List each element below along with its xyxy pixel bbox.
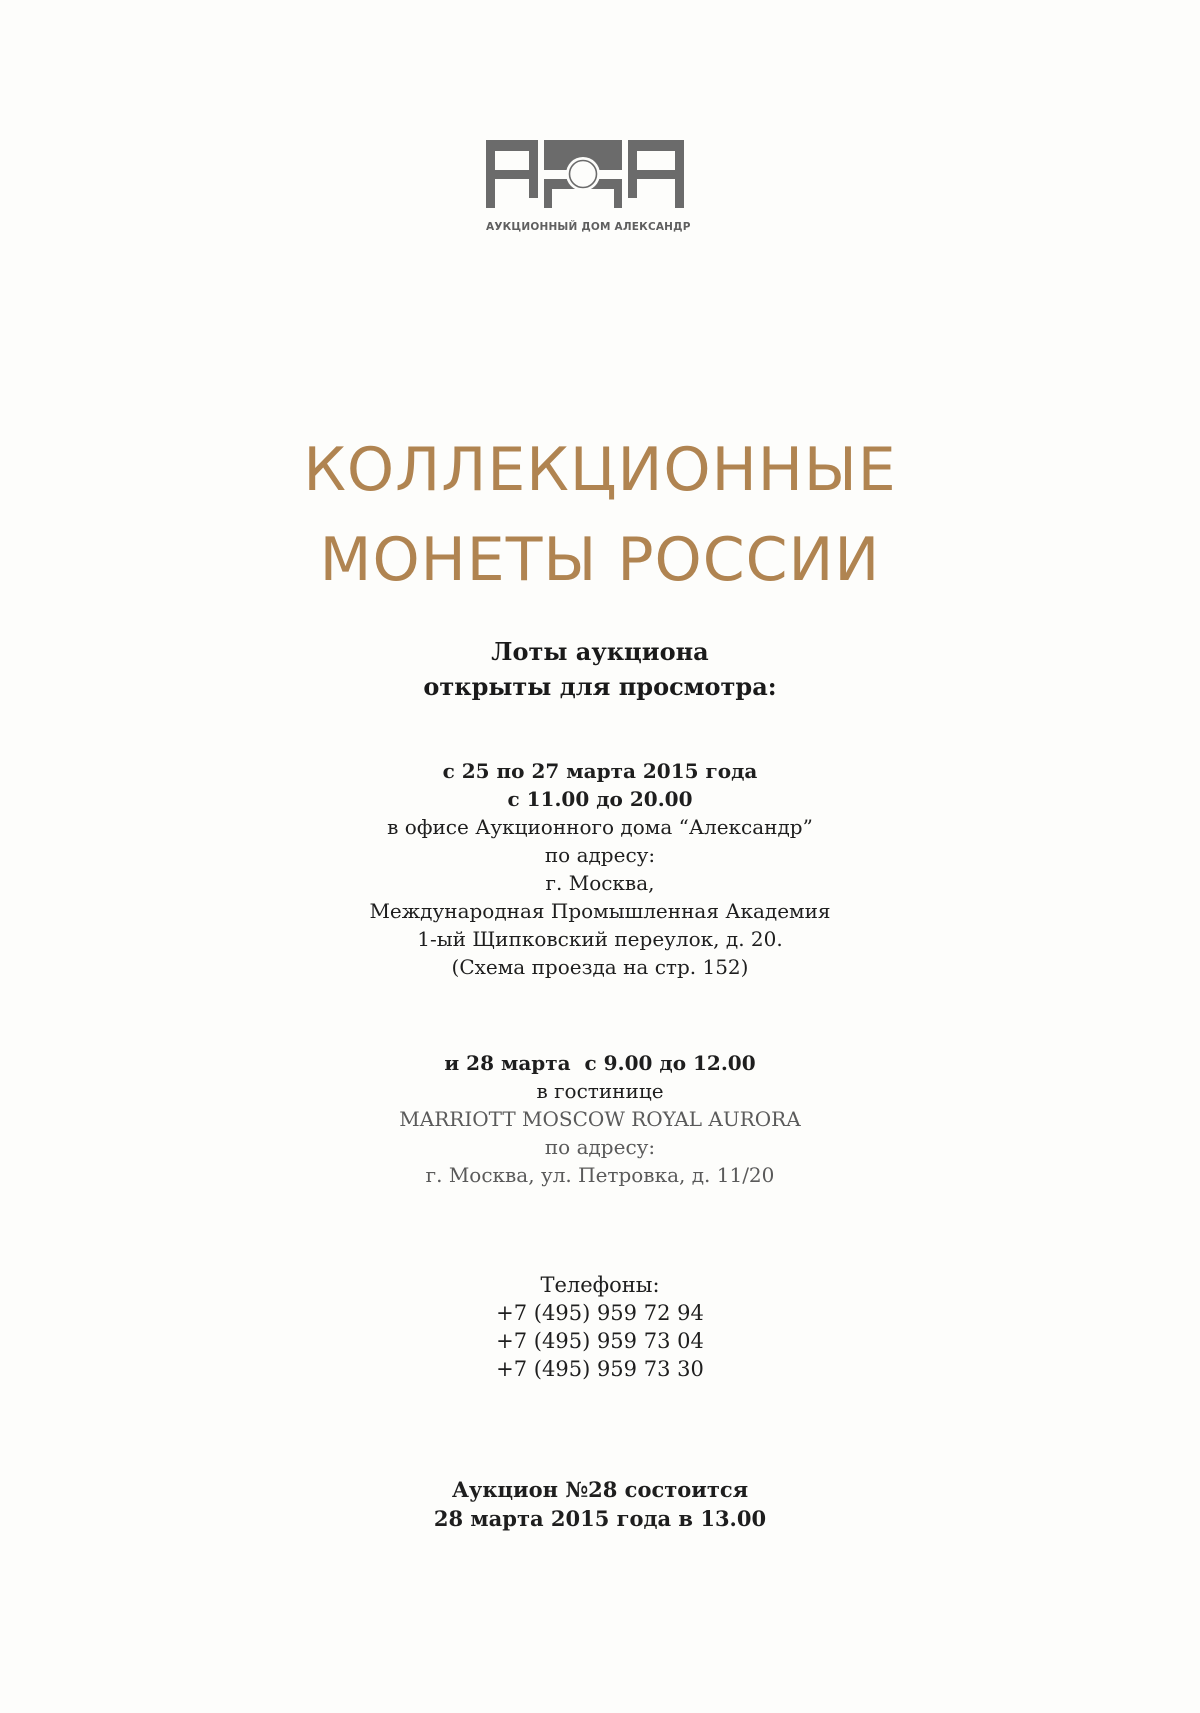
catalog-title-line-2: МОНЕТЫ РОССИИ bbox=[319, 525, 881, 595]
phones-label: Телефоны: bbox=[540, 1273, 660, 1297]
auction-number: Аукцион №28 состоится bbox=[451, 1477, 749, 1502]
hotel-address: г. Москва, ул. Петровка, д. 11/20 bbox=[425, 1163, 775, 1187]
logo-mark-icon bbox=[486, 140, 684, 220]
office-viewing-block bbox=[200, 757, 1000, 981]
auction-date-block bbox=[200, 1475, 1000, 1533]
office-address-building: Международная Промышленная Академия bbox=[369, 899, 831, 923]
office-address-label: по адресу: bbox=[544, 843, 656, 867]
logo-caption: АУКЦИОННЫЙ ДОМ АЛЕКСАНДР bbox=[486, 221, 691, 233]
office-viewing-place: в офисе Аукционного дома “Александр” bbox=[387, 815, 813, 839]
viewing-heading bbox=[200, 634, 1000, 704]
hotel-address-label: по адресу: bbox=[544, 1135, 656, 1159]
viewing-heading-line-1: Лоты аукциона bbox=[491, 637, 709, 666]
hotel-place-label: в гостинице bbox=[536, 1079, 664, 1103]
office-viewing-hours: с 11.00 до 20.00 bbox=[507, 787, 693, 811]
phones-block bbox=[200, 1271, 1000, 1383]
catalog-title-line-1: КОЛЛЕКЦИОННЫЕ bbox=[303, 435, 897, 505]
office-viewing-dates: с 25 по 27 марта 2015 года bbox=[442, 759, 758, 783]
hotel-viewing-date-hours: и 28 марта с 9.00 до 12.00 bbox=[444, 1051, 756, 1075]
hotel-viewing-block bbox=[200, 1049, 1000, 1189]
office-map-note: (Схема проезда на стр. 152) bbox=[451, 955, 749, 979]
phone-number: +7 (495) 959 73 04 bbox=[496, 1329, 704, 1353]
hotel-name: MARRIOTT MOSCOW ROYAL AURORA bbox=[399, 1107, 801, 1131]
viewing-heading-line-2: открыты для просмотра: bbox=[423, 672, 777, 701]
catalog-title bbox=[200, 425, 1000, 605]
auction-date-time: 28 марта 2015 года в 13.00 bbox=[433, 1506, 767, 1531]
office-address-city: г. Москва, bbox=[545, 871, 655, 895]
office-address-street: 1-ый Щипковский переулок, д. 20. bbox=[417, 927, 783, 951]
phone-number: +7 (495) 959 73 30 bbox=[496, 1357, 704, 1381]
phone-number: +7 (495) 959 72 94 bbox=[496, 1301, 704, 1325]
